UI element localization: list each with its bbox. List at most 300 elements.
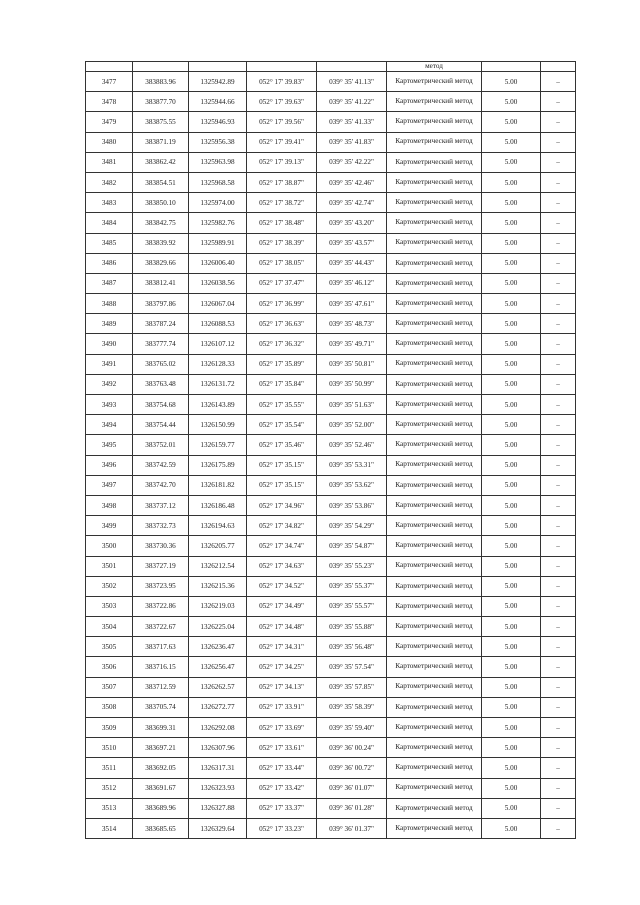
cell-longitude: 039° 36' 00.24" [317,738,387,758]
cell-longitude: 039° 35' 42.22" [317,152,387,172]
cell-y: 1326272.77 [189,697,247,717]
cell-accuracy: 5.00 [482,172,541,192]
cell-accuracy: 5.00 [482,657,541,677]
cell-y: 1326215.36 [189,576,247,596]
cell-latitude: 052° 17' 34.96" [247,495,317,515]
table-row [86,495,576,515]
cell-method: Картометрический метод [387,112,482,132]
cell-x: 383812.41 [133,273,189,293]
cell-latitude: 052° 17' 38.05" [247,253,317,273]
cell-longitude: 039° 35' 50.99" [317,374,387,394]
cell-longitude: 039° 35' 55.57" [317,596,387,616]
cell-method: Картометрический метод [387,374,482,394]
table-row [86,738,576,758]
cell-method: Картометрический метод [387,72,482,92]
cell-point-number: 3508 [86,697,133,717]
cell-x: 383727.19 [133,556,189,576]
cell-note: – [541,596,576,616]
table-row [86,374,576,394]
cell-latitude: 052° 17' 39.13" [247,152,317,172]
cell-longitude: 039° 36' 00.72" [317,758,387,778]
cell-longitude: 039° 36' 01.37" [317,818,387,838]
cell-y: 1326292.08 [189,718,247,738]
cell-note: – [541,72,576,92]
cell-method: Картометрический метод [387,193,482,213]
cell-latitude: 052° 17' 33.91" [247,697,317,717]
cell-latitude: 052° 17' 38.72" [247,193,317,213]
cell-x: 383712.59 [133,677,189,697]
cell-method: Картометрический метод [387,495,482,515]
cell-x: 383699.31 [133,718,189,738]
cell-latitude: 052° 17' 36.32" [247,334,317,354]
cell-y: 1326262.57 [189,677,247,697]
cell-latitude: 052° 17' 34.13" [247,677,317,697]
cell-longitude: 039° 35' 44.43" [317,253,387,273]
cell-point-number: 3481 [86,152,133,172]
cell-x: 383883.96 [133,72,189,92]
cell-accuracy: 5.00 [482,677,541,697]
table-row [86,253,576,273]
cell-method: Картометрический метод [387,294,482,314]
cell-note: – [541,718,576,738]
cell-x: 383777.74 [133,334,189,354]
cell-longitude: 039° 35' 43.20" [317,213,387,233]
cell-method: Картометрический метод [387,334,482,354]
table-row [86,294,576,314]
cell-longitude: 039° 35' 41.33" [317,112,387,132]
cell-x: 383705.74 [133,697,189,717]
cell-longitude: 039° 35' 56.48" [317,637,387,657]
cell-method: Картометрический метод [387,354,482,374]
table-row [86,314,576,334]
cell-method: Картометрический метод [387,596,482,616]
cell-method: Картометрический метод [387,152,482,172]
cell-note: – [541,758,576,778]
cell-latitude: 052° 17' 34.25" [247,657,317,677]
cell-method: Картометрический метод [387,556,482,576]
cell-method: Картометрический метод [387,475,482,495]
cell-x: 383871.19 [133,132,189,152]
cell-longitude: 039° 35' 47.61" [317,294,387,314]
cell-note: – [541,112,576,132]
cell-latitude: 052° 17' 37.47" [247,273,317,293]
cell-latitude: 052° 17' 35.55" [247,395,317,415]
cell-x: 383742.59 [133,455,189,475]
cell-longitude: 039° 35' 52.46" [317,435,387,455]
cell-x: 383691.67 [133,778,189,798]
cell-latitude: 052° 17' 35.54" [247,415,317,435]
cell-x: 383752.01 [133,435,189,455]
cell-note: – [541,818,576,838]
cell-latitude: 052° 17' 39.41" [247,132,317,152]
cell-longitude: 039° 35' 58.39" [317,697,387,717]
table-row [86,354,576,374]
cell-y: 1325989.91 [189,233,247,253]
cell-y: 1326327.88 [189,798,247,818]
cell-y: 1326128.33 [189,354,247,374]
cell-latitude: 052° 17' 35.84" [247,374,317,394]
cell-accuracy: 5.00 [482,778,541,798]
cell-longitude: 039° 35' 54.87" [317,536,387,556]
cell-x: 383854.51 [133,172,189,192]
cell-accuracy: 5.00 [482,718,541,738]
cell-method: Картометрический метод [387,132,482,152]
cell-y: 1325946.93 [189,112,247,132]
cell-method: Картометрический метод [387,738,482,758]
cell-point-number: 3509 [86,718,133,738]
cell-note: – [541,152,576,172]
cell-note: – [541,374,576,394]
cell-latitude: 052° 17' 33.37" [247,798,317,818]
cell-latitude: 052° 17' 33.61" [247,738,317,758]
cell-point-number: 3512 [86,778,133,798]
table-row [86,637,576,657]
cell-point-number: 3479 [86,112,133,132]
cell-longitude: 039° 35' 55.23" [317,556,387,576]
cell-longitude: 039° 35' 53.31" [317,455,387,475]
table-row [86,152,576,172]
cell-note: – [541,778,576,798]
table-row [86,72,576,92]
cell-accuracy: 5.00 [482,233,541,253]
cell-accuracy: 5.00 [482,374,541,394]
cell-latitude: 052° 17' 38.48" [247,213,317,233]
table-row [86,576,576,596]
cell-x: 383763.48 [133,374,189,394]
cell-y: 1326143.89 [189,395,247,415]
cell-longitude: 039° 35' 53.62" [317,475,387,495]
cell-note: – [541,576,576,596]
cell-note: – [541,172,576,192]
cell-note [541,62,576,72]
cell-method: Картометрический метод [387,233,482,253]
cell-accuracy: 5.00 [482,697,541,717]
cell-x: 383722.67 [133,617,189,637]
cell-y: 1326181.82 [189,475,247,495]
cell-accuracy: 5.00 [482,617,541,637]
cell-accuracy: 5.00 [482,112,541,132]
cell-point-number: 3513 [86,798,133,818]
cell-point-number: 3493 [86,395,133,415]
table-row [86,233,576,253]
cell-accuracy: 5.00 [482,314,541,334]
cell-note: – [541,738,576,758]
cell-point-number: 3503 [86,596,133,616]
cell-note: – [541,314,576,334]
cell-y: 1325956.38 [189,132,247,152]
cell-y: 1326236.47 [189,637,247,657]
cell-accuracy: 5.00 [482,294,541,314]
cell-point-number: 3482 [86,172,133,192]
cell-note: – [541,677,576,697]
cell-latitude: 052° 17' 36.63" [247,314,317,334]
cell-point-number: 3495 [86,435,133,455]
cell-point-number: 3504 [86,617,133,637]
cell-y: 1325944.66 [189,92,247,112]
table-row [86,475,576,495]
cell-x [133,62,189,72]
cell-note: – [541,354,576,374]
table-row [86,536,576,556]
cell-point-number: 3486 [86,253,133,273]
cell-point-number: 3498 [86,495,133,515]
cell-longitude: 039° 35' 54.29" [317,516,387,536]
cell-accuracy: 5.00 [482,92,541,112]
coordinates-table [85,61,576,839]
cell-x: 383692.05 [133,758,189,778]
cell-point-number: 3505 [86,637,133,657]
cell-note: – [541,475,576,495]
cell-latitude: 052° 17' 35.15" [247,455,317,475]
cell-accuracy: 5.00 [482,152,541,172]
cell-latitude: 052° 17' 34.48" [247,617,317,637]
cell-method: метод [387,62,482,72]
cell-note: – [541,92,576,112]
cell-note: – [541,617,576,637]
cell-x: 383862.42 [133,152,189,172]
cell-method: Картометрический метод [387,758,482,778]
cell-x: 383842.75 [133,213,189,233]
cell-accuracy: 5.00 [482,637,541,657]
cell-latitude: 052° 17' 34.82" [247,516,317,536]
cell-longitude: 039° 35' 55.88" [317,617,387,637]
cell-note: – [541,637,576,657]
cell-y: 1326131.72 [189,374,247,394]
cell-longitude: 039° 35' 42.74" [317,193,387,213]
table-row [86,617,576,637]
cell-point-number: 3502 [86,576,133,596]
cell-accuracy: 5.00 [482,193,541,213]
cell-x: 383685.65 [133,818,189,838]
cell-longitude [317,62,387,72]
cell-method: Картометрический метод [387,273,482,293]
cell-point-number: 3501 [86,556,133,576]
cell-latitude: 052° 17' 33.23" [247,818,317,838]
cell-method: Картометрический метод [387,253,482,273]
cell-method: Картометрический метод [387,637,482,657]
cell-point-number: 3511 [86,758,133,778]
cell-y: 1326205.77 [189,536,247,556]
cell-latitude: 052° 17' 38.39" [247,233,317,253]
table-row [86,213,576,233]
cell-y: 1326307.96 [189,738,247,758]
table-row [86,172,576,192]
cell-method: Картометрический метод [387,92,482,112]
table-row-continuation [86,62,576,72]
table-row [86,758,576,778]
cell-longitude: 039° 36' 01.07" [317,778,387,798]
cell-point-number: 3492 [86,374,133,394]
cell-x: 383717.63 [133,637,189,657]
cell-point-number: 3485 [86,233,133,253]
cell-y: 1325942.89 [189,72,247,92]
cell-y: 1326175.89 [189,455,247,475]
cell-method: Картометрический метод [387,415,482,435]
cell-method: Картометрический метод [387,395,482,415]
cell-y: 1326038.56 [189,273,247,293]
cell-longitude: 039° 35' 48.73" [317,314,387,334]
cell-y: 1326107.12 [189,334,247,354]
cell-longitude: 039° 35' 42.46" [317,172,387,192]
cell-latitude: 052° 17' 39.56" [247,112,317,132]
cell-method: Картометрический метод [387,455,482,475]
cell-x: 383689.96 [133,798,189,818]
cell-point-number [86,62,133,72]
cell-x: 383737.12 [133,495,189,515]
table-row [86,92,576,112]
cell-accuracy: 5.00 [482,334,541,354]
cell-latitude: 052° 17' 33.69" [247,718,317,738]
cell-point-number: 3514 [86,818,133,838]
cell-method: Картометрический метод [387,576,482,596]
cell-longitude: 039° 35' 41.13" [317,72,387,92]
cell-note: – [541,273,576,293]
cell-accuracy: 5.00 [482,475,541,495]
cell-method: Картометрический метод [387,718,482,738]
cell-note: – [541,193,576,213]
cell-accuracy: 5.00 [482,576,541,596]
cell-point-number: 3483 [86,193,133,213]
table-row [86,273,576,293]
cell-y: 1326088.53 [189,314,247,334]
cell-point-number: 3484 [86,213,133,233]
cell-accuracy: 5.00 [482,415,541,435]
cell-point-number: 3490 [86,334,133,354]
table-row [86,596,576,616]
table-row [86,718,576,738]
cell-point-number: 3500 [86,536,133,556]
cell-accuracy: 5.00 [482,72,541,92]
cell-latitude: 052° 17' 34.52" [247,576,317,596]
cell-point-number: 3499 [86,516,133,536]
table-row [86,516,576,536]
cell-latitude: 052° 17' 38.87" [247,172,317,192]
cell-point-number: 3488 [86,294,133,314]
cell-x: 383829.66 [133,253,189,273]
cell-y: 1325974.00 [189,193,247,213]
cell-note: – [541,132,576,152]
table-row [86,193,576,213]
cell-accuracy: 5.00 [482,556,541,576]
cell-longitude: 039° 35' 51.63" [317,395,387,415]
cell-y: 1325963.98 [189,152,247,172]
cell-accuracy: 5.00 [482,455,541,475]
cell-x: 383875.55 [133,112,189,132]
cell-latitude: 052° 17' 35.46" [247,435,317,455]
cell-y: 1326067.04 [189,294,247,314]
table-row [86,334,576,354]
cell-point-number: 3478 [86,92,133,112]
cell-x: 383716.15 [133,657,189,677]
cell-x: 383877.70 [133,92,189,112]
cell-method: Картометрический метод [387,172,482,192]
cell-longitude: 039° 35' 53.86" [317,495,387,515]
cell-method: Картометрический метод [387,818,482,838]
cell-longitude: 039° 35' 49.71" [317,334,387,354]
cell-accuracy: 5.00 [482,536,541,556]
cell-y: 1326194.63 [189,516,247,536]
cell-accuracy: 5.00 [482,213,541,233]
cell-longitude: 039° 35' 57.85" [317,677,387,697]
cell-point-number: 3506 [86,657,133,677]
cell-note: – [541,415,576,435]
cell-x: 383697.21 [133,738,189,758]
cell-longitude: 039° 35' 41.22" [317,92,387,112]
cell-longitude: 039° 35' 46.12" [317,273,387,293]
cell-latitude: 052° 17' 34.63" [247,556,317,576]
cell-method: Картометрический метод [387,516,482,536]
cell-x: 383754.44 [133,415,189,435]
cell-point-number: 3491 [86,354,133,374]
cell-accuracy: 5.00 [482,354,541,374]
cell-y: 1326186.48 [189,495,247,515]
table-row [86,697,576,717]
cell-point-number: 3494 [86,415,133,435]
cell-y: 1326329.64 [189,818,247,838]
cell-accuracy: 5.00 [482,273,541,293]
cell-accuracy: 5.00 [482,798,541,818]
cell-longitude: 039° 36' 01.28" [317,798,387,818]
cell-latitude: 052° 17' 33.42" [247,778,317,798]
cell-longitude: 039° 35' 55.37" [317,576,387,596]
cell-longitude: 039° 35' 41.83" [317,132,387,152]
cell-latitude: 052° 17' 33.44" [247,758,317,778]
cell-x: 383765.02 [133,354,189,374]
cell-point-number: 3487 [86,273,133,293]
cell-x: 383839.92 [133,233,189,253]
cell-x: 383730.36 [133,536,189,556]
table-row [86,395,576,415]
cell-longitude: 039° 35' 50.81" [317,354,387,374]
cell-point-number: 3489 [86,314,133,334]
cell-accuracy: 5.00 [482,132,541,152]
cell-accuracy: 5.00 [482,495,541,515]
cell-method: Картометрический метод [387,617,482,637]
cell-method: Картометрический метод [387,213,482,233]
cell-x: 383732.73 [133,516,189,536]
cell-latitude: 052° 17' 35.15" [247,475,317,495]
cell-longitude: 039° 35' 43.57" [317,233,387,253]
cell-note: – [541,455,576,475]
cell-method: Картометрический метод [387,657,482,677]
cell-accuracy: 5.00 [482,596,541,616]
cell-x: 383797.86 [133,294,189,314]
cell-latitude: 052° 17' 39.63" [247,92,317,112]
cell-note: – [541,516,576,536]
cell-x: 383722.86 [133,596,189,616]
cell-latitude [247,62,317,72]
cell-y: 1326212.54 [189,556,247,576]
cell-y: 1326323.93 [189,778,247,798]
cell-latitude: 052° 17' 34.31" [247,637,317,657]
cell-y: 1326159.77 [189,435,247,455]
cell-note: – [541,213,576,233]
cell-y: 1326225.04 [189,617,247,637]
cell-point-number: 3497 [86,475,133,495]
cell-y: 1326006.40 [189,253,247,273]
cell-note: – [541,435,576,455]
cell-method: Картометрический метод [387,778,482,798]
cell-point-number: 3507 [86,677,133,697]
table-row [86,415,576,435]
cell-accuracy [482,62,541,72]
cell-latitude: 052° 17' 35.89" [247,354,317,374]
cell-note: – [541,495,576,515]
cell-y [189,62,247,72]
cell-point-number: 3510 [86,738,133,758]
cell-latitude: 052° 17' 34.49" [247,596,317,616]
cell-note: – [541,657,576,677]
